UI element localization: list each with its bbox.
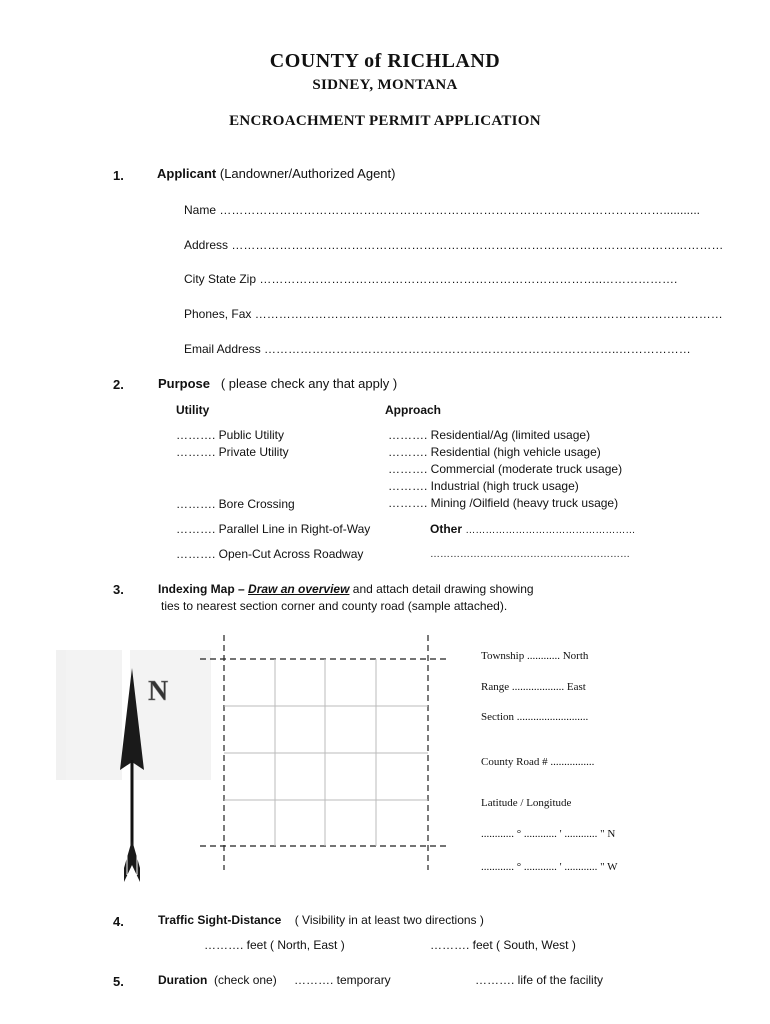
life-of-facility-option[interactable]: ………. life of the facility	[475, 973, 604, 987]
north-arrow-tail	[124, 840, 140, 882]
section4-heading	[158, 913, 484, 927]
duration-label: Duration	[158, 973, 208, 987]
section3-number: 3.	[113, 582, 124, 597]
longitude-field[interactable]: ............ ° ............ ' ............ " W	[481, 861, 618, 873]
section-field[interactable]: Section ..........................	[481, 711, 589, 723]
approach-industrial-checkbox[interactable]: ………. Industrial (high truck usage)	[388, 479, 579, 493]
other-field[interactable]	[430, 522, 635, 536]
duration-note: (check one)	[214, 973, 277, 987]
approach-commercial-checkbox[interactable]: ………. Commercial (moderate truck usage)	[388, 462, 623, 476]
section-grid[interactable]	[200, 635, 450, 870]
phones-fax-field[interactable]: Phones, Fax ………………………………………………………………………………………………………	[184, 307, 723, 321]
approach-residential-ag-checkbox[interactable]: ………. Residential/Ag (limited usage)	[388, 428, 591, 442]
county-title: COUNTY of RICHLAND	[269, 50, 501, 72]
feet-south-west-field[interactable]: ………. feet ( South, West )	[430, 938, 576, 952]
draw-overview-label: Draw an overview	[248, 582, 350, 596]
section1-number: 1.	[113, 168, 124, 183]
bore-crossing-checkbox[interactable]: ………. Bore Crossing	[176, 497, 295, 511]
applicant-note: (Landowner/Authorized Agent)	[219, 166, 396, 181]
address-field[interactable]: Address ……………………………………………………………………………………………………………	[184, 238, 724, 252]
name-field[interactable]: Name …………………………………………………………………………………………………...........	[184, 203, 701, 217]
section5-number: 5.	[113, 974, 124, 989]
indexing-rest: and attach detail drawing showing	[352, 582, 534, 596]
section3-line2: ties to nearest section corner and county road (sample attached).	[161, 599, 508, 613]
approach-residential-high-checkbox[interactable]: ………. Residential (high vehicle usage)	[388, 445, 601, 459]
purpose-note: ( please check any that apply )	[220, 376, 398, 391]
section5-heading	[158, 973, 277, 987]
city-subtitle: SIDNEY, MONTANA	[312, 77, 458, 93]
section2-heading	[158, 376, 397, 391]
range-field[interactable]: Range ................... East	[481, 681, 586, 693]
utility-public-checkbox[interactable]: ………. Public Utility	[176, 428, 285, 442]
utility-header: Utility	[176, 403, 210, 417]
temporary-option[interactable]: ………. temporary	[294, 973, 391, 987]
sight-distance-note: ( Visibility in at least two directions )	[294, 913, 484, 927]
section3-heading	[158, 582, 534, 596]
feet-north-east-field[interactable]: ………. feet ( North, East )	[204, 938, 345, 952]
open-cut-checkbox[interactable]: ………. Open-Cut Across Roadway	[176, 547, 364, 561]
county-road-field[interactable]: County Road # ................	[481, 756, 595, 768]
parallel-line-checkbox[interactable]: ………. Parallel Line in Right-of-Way	[176, 522, 371, 536]
north-arrow-graphic	[56, 650, 211, 890]
north-label: N	[148, 676, 169, 707]
indexing-map-label: Indexing Map –	[158, 582, 245, 596]
latitude-field[interactable]: ............ ° ............ ' ............ " N	[481, 828, 616, 840]
other-line: ……………………………………………	[465, 525, 636, 536]
applicant-label: Applicant	[157, 166, 217, 181]
utility-private-checkbox[interactable]: ………. Private Utility	[176, 445, 289, 459]
purpose-label: Purpose	[158, 376, 211, 391]
lat-long-label: Latitude / Longitude	[481, 797, 572, 809]
city-state-zip-field[interactable]: City State Zip …………………………………………………………………………..……………….	[184, 272, 678, 286]
other-label: Other	[430, 522, 463, 536]
other-line-2[interactable]: ……………………………………………………	[430, 549, 630, 560]
approach-header: Approach	[385, 403, 442, 417]
form-title: ENCROACHMENT PERMIT APPLICATION	[229, 113, 541, 129]
section4-number: 4.	[113, 914, 124, 929]
approach-mining-checkbox[interactable]: ………. Mining /Oilfield (heavy truck usage)	[388, 496, 619, 510]
sight-distance-label: Traffic Sight-Distance	[158, 913, 282, 927]
township-field[interactable]: Township ............ North	[481, 650, 589, 662]
email-field[interactable]: Email Address ……………………………………………………………………………..………………	[184, 342, 691, 356]
section2-number: 2.	[113, 377, 124, 392]
section1-heading	[157, 166, 395, 181]
